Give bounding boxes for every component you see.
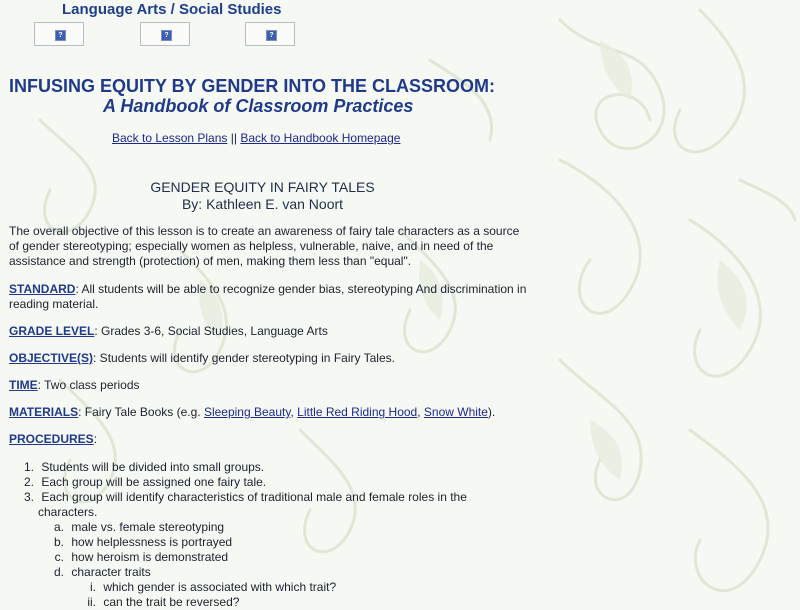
- standard-text: : All students will be able to recognize gender bias, stereotyping And discrimination in reading material.: [9, 282, 527, 311]
- little-red-riding-hood-link[interactable]: Little Red Riding Hood: [297, 405, 418, 419]
- objectives-label: OBJECTIVE(S): [9, 351, 94, 365]
- link-separator: ||: [230, 131, 237, 145]
- grade-level-label: GRADE LEVEL: [9, 324, 95, 338]
- back-to-lesson-plans-link[interactable]: Back to Lesson Plans: [112, 131, 228, 145]
- overview-paragraph: The overall objective of this lesson is to create an awareness of fairy tale characters as a source of gender stereotyping; especially women as helpless, vulnerable, naive, and in need of the assistance and strength (protection) of men, making them less than "equal".: [9, 224, 520, 268]
- list-item: [44, 565, 151, 580]
- back-to-handbook-homepage-link[interactable]: Back to Handbook Homepage: [240, 131, 401, 145]
- broken-image-icon: ?: [266, 30, 277, 41]
- list-item: [44, 520, 224, 535]
- list-marker: c.: [54, 550, 64, 564]
- list-marker: 2.: [23, 475, 34, 489]
- materials-label: MATERIALS: [9, 405, 79, 419]
- list-item-text: Each group will identify characteristics of traditional male and female roles in the: [41, 490, 467, 504]
- procedures-heading: [9, 432, 529, 447]
- list-item: [44, 550, 228, 565]
- list-item-text: Students will be divided into small groups.: [41, 460, 265, 474]
- list-item-text: Each group will be assigned one fairy tale.: [41, 475, 267, 489]
- list-item: [20, 490, 467, 505]
- snow-white-link[interactable]: Snow White: [423, 405, 488, 419]
- list-item: [76, 580, 336, 595]
- list-marker: a.: [53, 520, 64, 534]
- nav-button-3[interactable]: [245, 22, 295, 46]
- materials-prefix: : Fairy Tale Books (e.g.: [78, 405, 204, 419]
- list-marker: 3.: [23, 490, 34, 504]
- materials-separator: ,: [290, 405, 298, 419]
- nav-button-1[interactable]: [34, 22, 84, 46]
- list-item: [20, 460, 264, 475]
- sleeping-beauty-link[interactable]: Sleeping Beauty: [203, 405, 291, 419]
- list-item-text: how helplessness is portrayed: [71, 535, 233, 549]
- procedures-colon: :: [93, 432, 98, 446]
- nav-button-2[interactable]: [140, 22, 190, 46]
- list-marker: ii.: [87, 595, 96, 609]
- materials-section: [9, 405, 569, 420]
- lesson-title: GENDER EQUITY IN FAIRY TALES: [150, 179, 375, 195]
- nav-links: [112, 131, 400, 145]
- standard-label: STANDARD: [9, 282, 76, 296]
- objectives-section: [9, 351, 529, 366]
- lesson-author: By: Kathleen E. van Noort: [181, 196, 344, 212]
- list-marker: b.: [53, 535, 64, 549]
- list-marker: d.: [53, 565, 64, 579]
- list-item-text: characters.: [38, 505, 98, 519]
- materials-suffix: ).: [487, 405, 496, 419]
- list-marker: 1.: [23, 460, 34, 474]
- section-banner: Language Arts / Social Studies: [62, 1, 282, 18]
- list-item: [44, 535, 232, 550]
- objectives-text: : Students will identify gender stereotyping in Fairy Tales.: [93, 351, 395, 365]
- page-title: INFUSING EQUITY BY GENDER INTO THE CLASSROOM:: [9, 76, 496, 96]
- list-item-text: character traits: [71, 565, 151, 579]
- list-item-text: how heroism is demonstrated: [71, 550, 229, 564]
- standard-section: [9, 282, 529, 312]
- list-item-continuation: [38, 505, 97, 520]
- time-label: TIME: [9, 378, 38, 392]
- list-item-text: which gender is associated with which trait?: [103, 580, 337, 594]
- list-marker: i.: [90, 580, 96, 594]
- list-item-text: can the trait be reversed?: [103, 595, 240, 609]
- list-item-text: male vs. female stereotyping: [71, 520, 225, 534]
- grade-level-section: [9, 324, 529, 339]
- time-section: [9, 378, 529, 393]
- time-text: : Two class periods: [37, 378, 140, 392]
- procedures-label: PROCEDURES: [9, 432, 94, 446]
- broken-image-icon: ?: [55, 30, 66, 41]
- page-subtitle: A Handbook of Classroom Practices: [103, 96, 414, 116]
- list-item: [76, 595, 239, 610]
- broken-image-icon: ?: [161, 30, 172, 41]
- grade-level-text: : Grades 3-6, Social Studies, Language Arts: [94, 324, 328, 338]
- materials-separator: ,: [417, 405, 424, 419]
- list-item: [20, 475, 266, 490]
